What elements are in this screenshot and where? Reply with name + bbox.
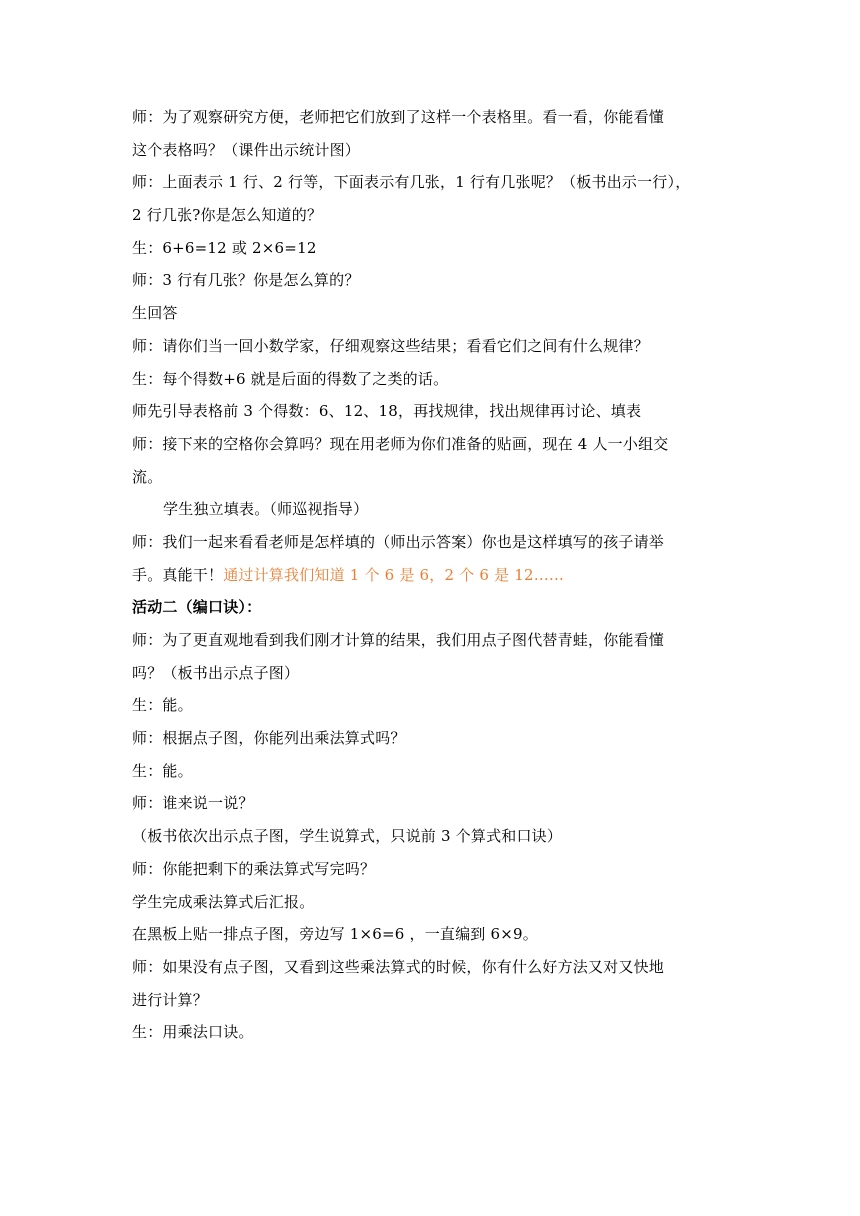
paragraph-line: 这个表格吗？（课件出示统计图） [132, 140, 361, 159]
paragraph-line: 师：为了更直观地看到我们刚才计算的结果，我们用点子图代替青蛙，你能看懂 [132, 631, 665, 649]
paragraph-line: 师：谁来说一说？ [132, 794, 254, 813]
paragraph-line: 生：每个得数+6 就是后面的得数了之类的话。 [132, 369, 449, 388]
paragraph-line: 师：如果没有点子图，又看到这些乘法算式的时候，你有什么好方法又对又快地 [132, 957, 665, 976]
document-page [132, 101, 732, 1049]
paragraph-line: （板书依次出示点子图，学生说算式，只说前 3 个算式和口诀） [132, 827, 563, 846]
paragraph-line: 师：接下来的空格你会算吗？现在用老师为你们准备的贴画，现在 4 人一小组交 [132, 434, 669, 453]
paragraph-line: 生回答 [132, 304, 178, 323]
highlighted-text: 通过计算我们知道 1 个 6 是 6，2 个 6 是 12…… [223, 565, 565, 584]
paragraph-line: 吗？（板书出示点子图） [132, 663, 300, 682]
paragraph-line-with-highlight [132, 559, 732, 592]
paragraph-line: 师：根据点子图，你能列出乘法算式吗？ [132, 729, 406, 748]
paragraph-line: 在黑板上贴一排点子图，旁边写 1×6=6 ，一直编到 6×9。 [132, 925, 538, 944]
paragraph-line: 师：你能把剩下的乘法算式写完吗？ [132, 859, 376, 878]
paragraph-line: 师：请你们当一回小数学家，仔细观察这些结果；看看它们之间有什么规律？ [132, 336, 649, 355]
paragraph-line: 师：上面表示 1 行、2 行等，下面表示有几张，1 行有几张呢？（板书出示一行）， [132, 173, 691, 192]
paragraph-line: 2 行几张?你是怎么知道的？ [132, 206, 323, 225]
section-heading: 活动二（编口诀）： [132, 598, 262, 617]
paragraph-line: 流。 [132, 467, 163, 486]
paragraph-line: 生：用乘法口诀。 [132, 1023, 254, 1042]
paragraph-line: 师：我们一起来看看老师是怎样填的（师出示答案）你也是这样填写的孩子请举 [132, 532, 665, 551]
paragraph-line: 师：3 行有几张？你是怎么算的？ [132, 271, 360, 290]
paragraph-line: 师：为了观察研究方便，老师把它们放到了这样一个表格里。看一看，你能看懂 [132, 108, 665, 126]
paragraph-line: 生：能。 [132, 761, 193, 780]
paragraph-line: 学生完成乘法算式后汇报。 [132, 892, 315, 911]
paragraph-line: 生：能。 [132, 696, 193, 715]
paragraph-line: 进行计算？ [132, 990, 209, 1009]
paragraph-line: 生：6+6=12 或 2×6=12 [132, 238, 317, 257]
paragraph-line: 师先引导表格前 3 个得数：6、12、18，再找规律，找出规律再讨论、填表 [132, 402, 642, 421]
paragraph-line-indented: 学生独立填表。（师巡视指导） [163, 500, 369, 519]
line-text: 手。真能干！ [132, 565, 224, 584]
